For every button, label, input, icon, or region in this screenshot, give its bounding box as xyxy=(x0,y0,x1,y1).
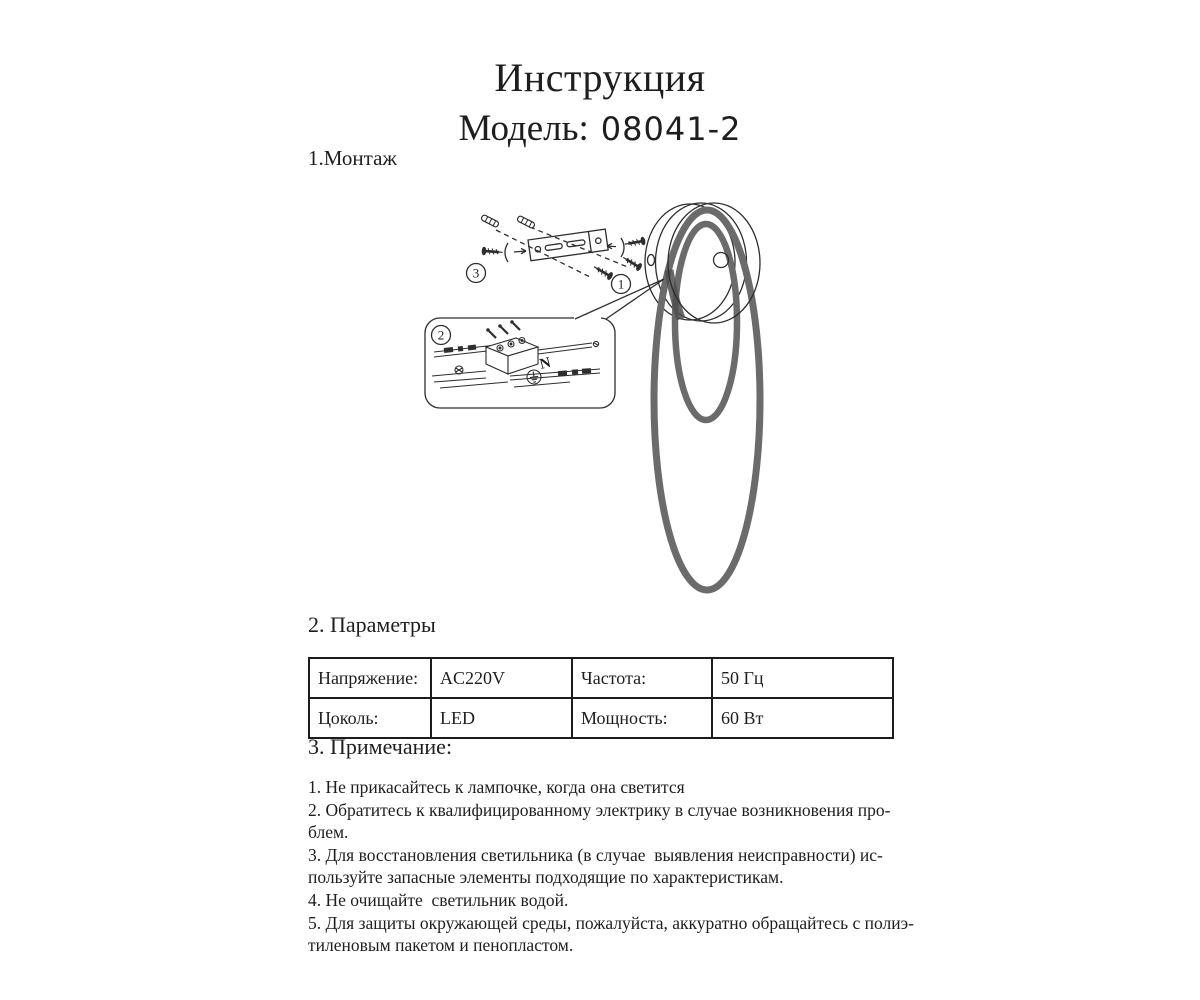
wall-anchor-icon xyxy=(517,215,536,228)
screw-icon xyxy=(621,254,643,272)
lamp-cord-outer-loop xyxy=(654,210,760,590)
note-line: 2. Обратитесь к квалифицированному электрику в случае возникновения про- xyxy=(308,799,891,820)
section-notes-heading: 3. Примечание: xyxy=(308,734,453,759)
param-label: Мощность: xyxy=(572,698,712,738)
washer-arc xyxy=(505,243,508,262)
arrow-right-icon xyxy=(514,248,526,253)
note-line: 5. Для защиты окружающей среды, пожалуйста, аккуратно обращайтесь с полиэ- xyxy=(308,912,914,933)
step-2-label xyxy=(432,326,451,345)
param-label: Цоколь: xyxy=(309,698,431,738)
param-value: LED xyxy=(431,698,572,738)
svg-text:1: 1 xyxy=(617,276,625,292)
model-label: Модель: xyxy=(458,108,589,149)
washer-arc xyxy=(621,238,624,257)
param-label: Напряжение: xyxy=(309,658,431,698)
wall-lamp-drawing xyxy=(645,203,760,590)
section-montage-heading: 1.Монтаж xyxy=(308,146,397,170)
note-line: 4. Не очищайте светильник водой. xyxy=(308,889,569,910)
notes-list xyxy=(308,776,928,957)
model-line xyxy=(0,107,1200,150)
page-title: Инструкция xyxy=(494,55,706,100)
montage-diagram xyxy=(410,190,810,605)
neutral-wire-label: N xyxy=(538,354,553,373)
section-params-heading: 2. Параметры xyxy=(308,612,436,637)
param-value: AC220V xyxy=(431,658,572,698)
screw-icon xyxy=(624,236,646,248)
param-value: 50 Гц xyxy=(712,658,893,698)
table-row xyxy=(309,658,893,698)
step-3-label xyxy=(467,264,486,283)
step-1-label xyxy=(612,275,631,294)
earth-ground-icon xyxy=(526,369,542,385)
model-number: 08041-2 xyxy=(600,110,742,148)
note-line: 1. Не прикасайтесь к лампочке, когда она светится xyxy=(308,777,685,797)
lamp-center-hole xyxy=(714,253,729,268)
wall-anchor-icon xyxy=(481,214,500,227)
screw-icon xyxy=(592,263,614,281)
note-line: тиленовым пакетом и пенопластом. xyxy=(308,935,574,956)
table-row xyxy=(309,698,893,738)
param-label: Частота: xyxy=(572,658,712,698)
note-line: блем. xyxy=(308,822,349,843)
lamp-side-hole xyxy=(648,255,655,266)
svg-text:2: 2 xyxy=(437,327,445,343)
note-line: 3. Для восстановления светильника (в случае выявления неисправности) ис- xyxy=(308,844,883,865)
svg-text:3: 3 xyxy=(472,265,480,281)
mounting-bracket xyxy=(528,229,608,261)
screw-icon xyxy=(481,247,502,257)
note-line: пользуйте запасные элементы подходящие по характеристикам. xyxy=(308,867,784,888)
wiring-callout xyxy=(425,276,664,408)
parameters-table xyxy=(308,657,894,739)
param-value: 60 Вт xyxy=(712,698,893,738)
terminal-block-sketch xyxy=(432,320,600,388)
